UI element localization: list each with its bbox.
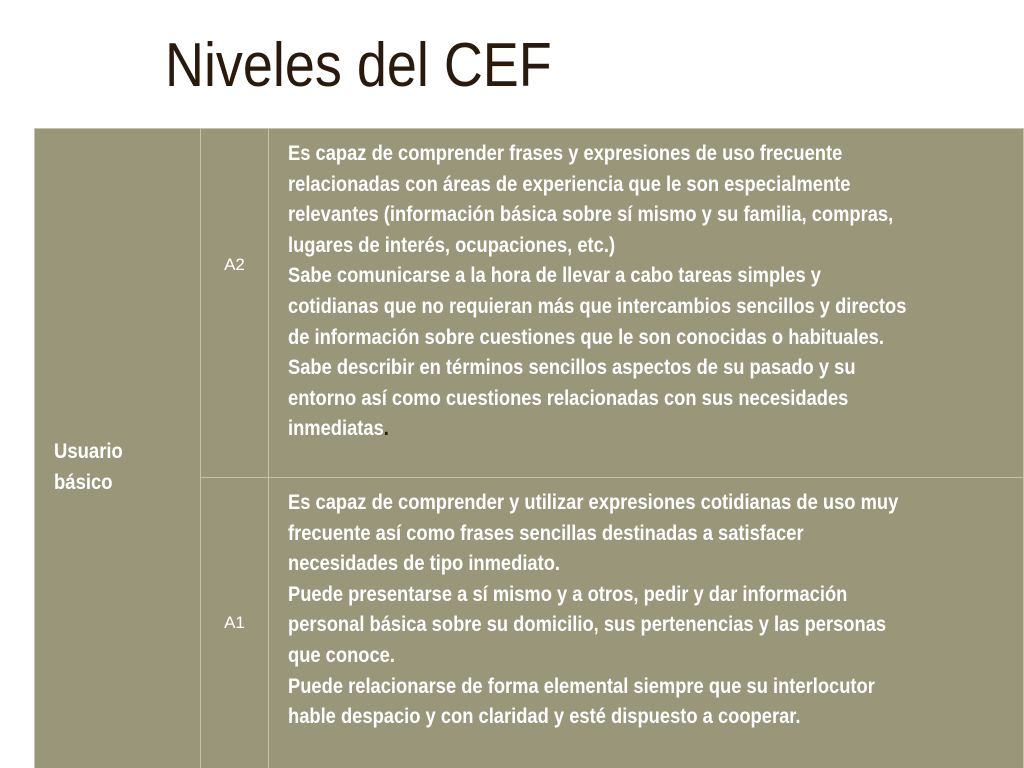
description-line: relacionadas con áreas de experiencia que le son especialmente (288, 172, 851, 196)
description-line: necesidades de tipo inmediato. (288, 552, 561, 576)
level-label-a2: A2 (224, 255, 245, 274)
slide-title: Niveles del CEF (165, 31, 552, 100)
table-row-a2 (35, 129, 1024, 478)
level-cell-a1 (201, 478, 269, 768)
description-cell-a2 (269, 129, 1024, 478)
description-line: relevantes (información básica sobre sí mismo y su familia, compras, (288, 203, 894, 227)
description-line: cotidianas que no requieran más que intercambios sencillos y directos (288, 294, 907, 318)
description-line: hable despacio y con claridad y esté dispuesto a cooperar. (288, 705, 801, 729)
description-line: Puede relacionarse de forma elemental siempre que su interlocutor (288, 674, 875, 698)
description-line-last (288, 414, 1013, 445)
level-cell-a2 (201, 129, 269, 478)
description-line: Puede presentarse a sí mismo y a otros, pedir y dar información (288, 582, 848, 606)
level-label-a1: A1 (224, 613, 245, 632)
description-line: Sabe comunicarse a la hora de llevar a cabo tareas simples y (288, 264, 821, 288)
user-category-line-2: básico (54, 470, 113, 494)
description-line: lugares de interés, ocupaciones, etc.) (288, 233, 616, 257)
description-line: Sabe describir en términos sencillos aspectos de su pasado y su (288, 356, 856, 380)
description-a2 (288, 139, 1013, 445)
description-line: de información sobre cuestiones que le son conocidas o habituales. (288, 325, 884, 349)
user-category-cell (35, 129, 201, 768)
description-line: Es capaz de comprender frases y expresiones de uso frecuente (288, 142, 843, 165)
description-line: frecuente así como frases sencillas destinadas a satisfacer (288, 521, 804, 545)
description-a1 (288, 488, 1013, 733)
user-category-label (54, 400, 123, 498)
trailing-period: . (383, 417, 389, 441)
description-line: inmediatas (288, 417, 384, 441)
description-cell-a1 (269, 478, 1024, 768)
description-line: que conoce. (288, 643, 395, 667)
description-line: personal básica sobre su domicilio, sus pertenencias y las personas (288, 613, 887, 637)
user-category-line-1: Usuario (54, 439, 123, 463)
description-line: entorno así como cuestiones relacionadas con sus necesidades (288, 386, 849, 410)
cef-levels-table (34, 128, 1024, 768)
description-line: Es capaz de comprender y utilizar expresiones cotidianas de uso muy (288, 491, 899, 514)
